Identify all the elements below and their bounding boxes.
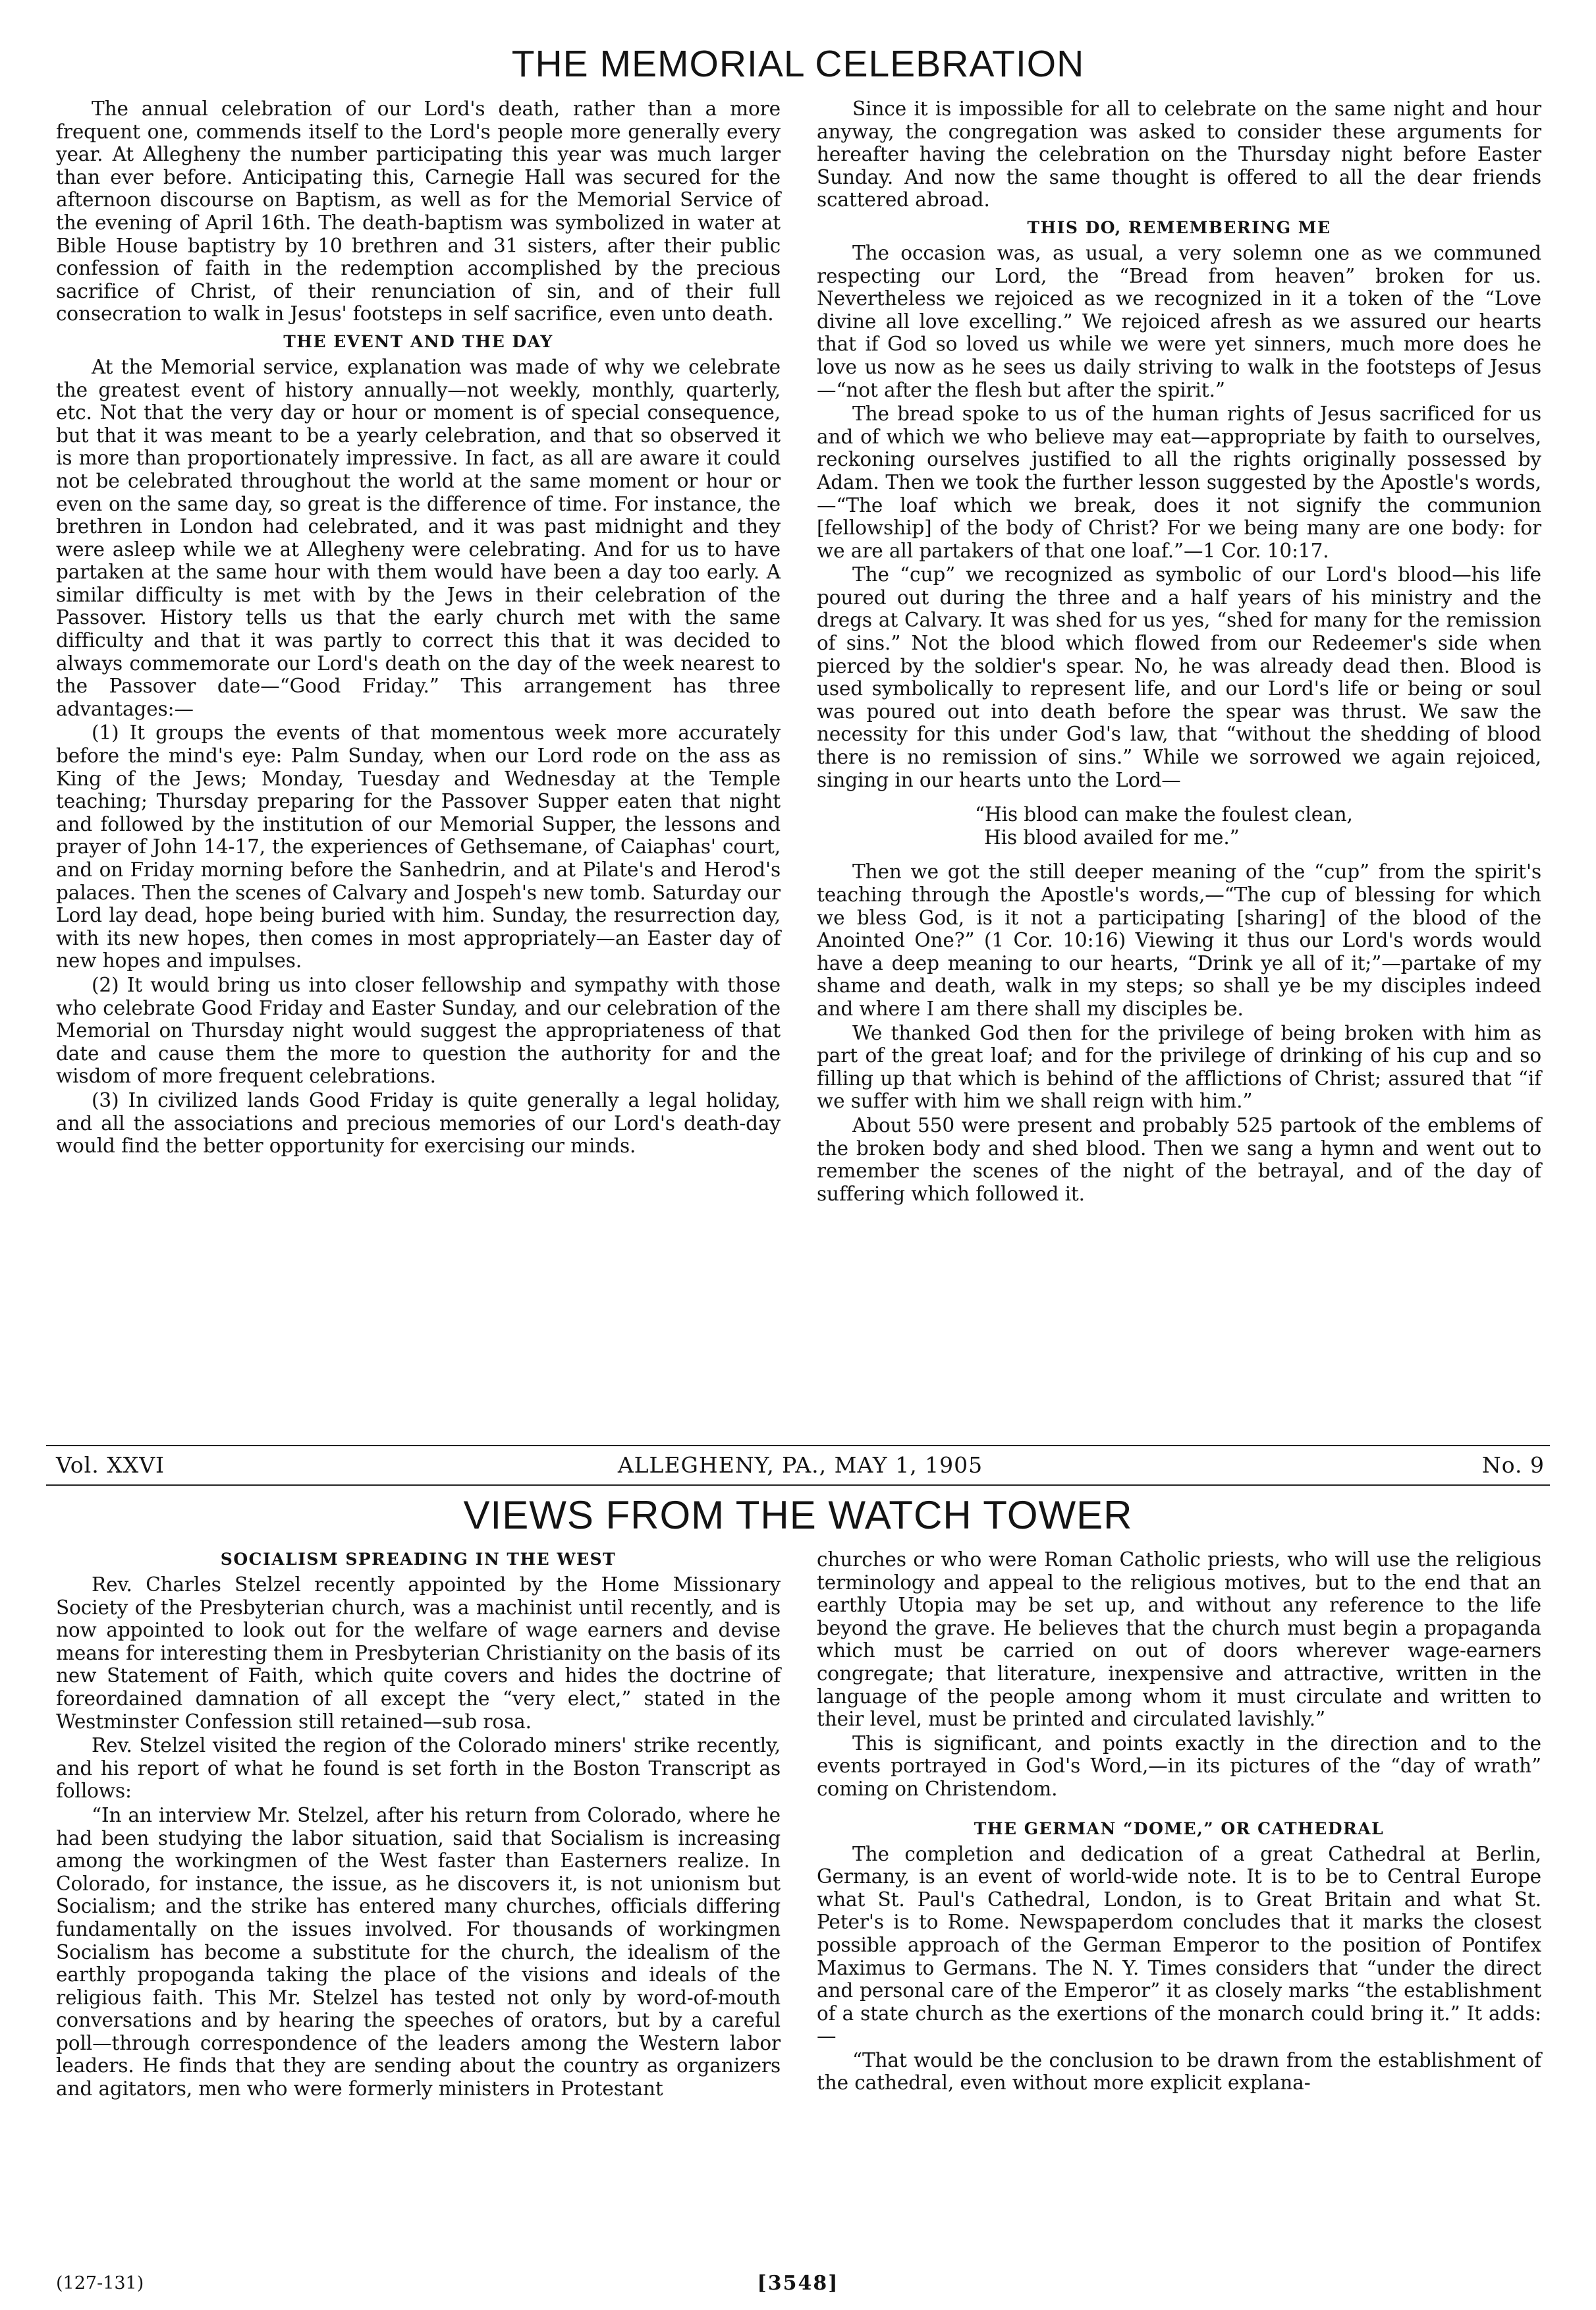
masthead-volume: Vol. XXVI (56, 1452, 165, 1478)
paragraph: (1) It groups the events of that momentous week more accurately before the mind's eye: Palm Sunday, when our Lord rode on the ass as King of the Jews; Monday, Tuesday and Wednesday at the Temple teaching; Thursday preparing for the Passover Supper eaten that night and followed by the institution of our Memorial Supper, the lessons and prayer of John 14-17, the experiences of Gethsemane, of Caiaphas' court, and on Friday morning before the Sanhedrin, and at Pilate's and Herod's palaces. Then the scenes of Calvary and Jospeh's new tomb. Saturday our Lord lay dead, hope being buried with him. Sunday, the resurrection day, with its new hopes, then comes in most appropriately—an Easter day of new hopes and impulses. (56, 721, 781, 972)
paragraph: “That would be the conclusion to be drawn from the establishment of the cathedral, even without more explicit explana- (817, 2048, 1541, 2095)
paragraph: At the Memorial service, explanation was made of why we celebrate the greatest event of history annually—not weekly, monthly, quarterly, etc. Not that the very day or hour or moment is of special consequence, but that it was meant to be a yearly celebration, and that so observed it is more than proportionately impressive. In fact, as all are aware it could not be celebrated throughout the world at the same moment or hour or even on the same day, so great is the difference of time. For instance, the brethren in London had celebrated, and it was past midnight and they were asleep while we at Allegheny were celebrating. And for us to have partaken at the same hour with them would have been a day too early. A similar difficulty is met with by the Jews in their celebration of the Passover. History tells us that the early church met with the same difficulty and that it was partly to correct this that it was decided to always commemorate our Lord's death on the day of the week nearest to the Passover date—“Good Friday.” This arrangement has three advantages:— (56, 355, 781, 720)
paragraph: We thanked God then for the privilege of being broken with him as part of the great loaf; and for the privilege of drinking of his cup and so filling up that which is behind of the afflictions of Christ; assured that “if we suffer with him we shall reign with him.” (817, 1021, 1541, 1113)
paragraph: The occasion was, as usual, a very solemn one as we communed respecting our Lord, the “Bread from heaven” broken for us. Nevertheless we rejoiced as we recognized in it a token of the “Love divine all love excelling.” We rejoiced afresh as we assured our hearts that if God so loved us while we were yet sinners, much more does he love us now as he sees us daily striving to walk in the footsteps of Jesus—“not after the flesh but after the spirit.” (817, 241, 1541, 401)
section-heading: SOCIALISM SPREADING IN THE WEST (220, 1550, 617, 1569)
views-title: VIEWS FROM THE WATCH TOWER (463, 1493, 1133, 1537)
masthead-number: No. 9 (1481, 1452, 1545, 1478)
paragraph: churches or who were Roman Catholic priests, who will use the religious terminology and appeal to the religious motives, but to the end that an earthly Utopia may be set up, and without any reference to the life beyond the grave. He believes that the church must begin a propaganda which must be carried on out of doors wherever wage-earners congregate; that literature, inexpensive and attractive, written in the language of the people among whom it must circulate and written to their level, must be printed and circulated lavishly.” (817, 1548, 1541, 1731)
paragraph: Since it is impossible for all to celebrate on the same night and hour anyway, the congregation was asked to consider these arguments for hereafter having the celebration on the Thursday night before Easter Sunday. And now the same thought is offered to all the dear friends scattered abroad. (817, 98, 1541, 211)
memorial-column-right (817, 98, 1541, 1206)
masthead-rule-bottom (46, 1484, 1550, 1486)
paragraph: “In an interview Mr. Stelzel, after his return from Colorado, where he had been studying the labor situation, said that Socialism is increasing among the workingmen of the West faster than Easterners realize. In Colorado, for instance, the issue, as he discovers it, is not unionism but Socialism; and the strike has entered many churches, officials differing fundamentally on the issues involved. For thousands of workingmen Socialism has become a substitute for the church, the idealism of the earthly propoganda taking the place of the visions and ideals of the religious faith. This Mr. Stelzel has tested not only by word-of-mouth conversations and by hearing the speeches of orators, but by a careful poll—through correspondence of the leaders among the Western labor leaders. He finds that they are sending about the country as organizers and agitators, men who were formerly ministers in Protestant (56, 1803, 781, 2100)
views-column-left (56, 1543, 781, 2102)
hymn-quote (975, 803, 1541, 849)
hymn-line: “His blood can make the foulest clean, (975, 803, 1353, 826)
masthead (56, 1448, 1545, 1483)
section-heading: THE EVENT AND THE DAY (283, 331, 553, 351)
paragraph: The bread spoke to us of the human rights of Jesus sacrificed for us and of which we who believe may eat—appropriate by faith to ourselves, reckoning ourselves justified to all the rights originally possessed by Adam. Then we took the further lesson suggested by the Apostle's words,—“The loaf which we break, does it not signify the communion [fellowship] of the body of Christ? For we being many are one body: for we are all partakers of that one loaf.”—1 Cor. 10:17. (817, 403, 1541, 562)
memorial-column-left (56, 98, 781, 1159)
paragraph: (3) In civilized lands Good Friday is quite generally a legal holiday, and all the associations and precious memories of our Lord's death-day would find the better opportunity for exercising our minds. (56, 1088, 781, 1158)
paragraph: (2) It would bring us into closer fellowship and sympathy with those who celebrate Good Friday and Easter Sunday, and our celebration of the Memorial on Thursday night would suggest the appropriateness of that date and cause them the more to question the authority for and the wisdom of more frequent celebrations. (56, 973, 781, 1088)
hymn-line: His blood availed for me.” (984, 826, 1240, 849)
paragraph: Rev. Charles Stelzel recently appointed by the Home Missionary Society of the Presbyterian church, was a machinist until recently, and is now appointed to look out for the welfare of wage earners and devise means for interesting them in Presbyterian Christianity on the basis of its new Statement of Faith, which quite covers and hides the doctrine of foreordained damnation of all except the “very elect,” stated in the Westminster Confession still retained—sub rosa. (56, 1573, 781, 1733)
paragraph: This is significant, and points exactly in the direction and to the events portrayed in God's Word,—in its pictures of the “day of wrath” coming on Christendom. (817, 1732, 1541, 1800)
paragraph: Rev. Stelzel visited the region of the Colorado miners' strike recently, and his report of what he found is set forth in the Boston Transcript as follows: (56, 1734, 781, 1803)
memorial-title: THE MEMORIAL CELEBRATION (511, 43, 1085, 85)
paragraph: The completion and dedication of a great Cathedral at Berlin, Germany, is an event of world-wide note. It is to be to Central Europe what St. Paul's Cathedral, London, is to Great Britain and what St. Peter's is to Rome. Newspaperdom concludes that it marks the closest possible approach of the German Emperor to the position of Pontifex Maximus to Germans. The N. Y. Times considers that “under the direct and personal care of the Emperor” it as closely marks “the establishment of a state church as the exertions of the monarch could bring it.” It adds:— (817, 1842, 1541, 2048)
section-heading: THIS DO, REMEMBERING ME (1027, 217, 1331, 237)
views-column-right (817, 1548, 1541, 2096)
masthead-place-date: ALLEGHENY, PA., MAY 1, 1905 (617, 1452, 983, 1478)
paragraph: About 550 were present and probably 525 partook of the emblems of the broken body and shed blood. Then we sang a hymn and went out to remember the scenes of the night of the betrayal, and of the day of suffering which followed it. (817, 1113, 1541, 1205)
footer-page-range: (127-131) (56, 2273, 144, 2294)
paragraph: The annual celebration of our Lord's death, rather than a more frequent one, commends itself to the Lord's people more generally every year. At Allegheny the number participating this year was much larger than ever before. Anticipating this, Carnegie Hall was secured for the afternoon discourse on Baptism, as well as for the Memorial Service of the evening of April 16th. The death-baptism was symbolized in water at Bible House baptistry by 10 brethren and 31 sisters, after their public confession of faith in the redemption accomplished by the precious sacrifice of Christ, of their renunciation of sin, and of their full consecration to walk in Jesus' footsteps in self sacrifice, even unto death. (56, 98, 781, 325)
masthead-rule-top (46, 1445, 1550, 1446)
paragraph: Then we got the still deeper meaning of the “cup” from the spirit's teaching through the Apostle's words,—“The cup of blessing for which we bless God, is it not a participating [sharing] of the blood of the Anointed One?” (1 Cor. 10:16) Viewing it thus our Lord's words would have a deep meaning to our hearts, “Drink ye all of it;”—partake of my shame and death, walk in my steps; so shall ye be my disciples indeed and where I am there shall my disciples be. (817, 860, 1541, 1020)
section-heading: THE GERMAN “DOME,” OR CATHEDRAL (974, 1818, 1385, 1838)
paragraph: The “cup” we recognized as symbolic of our Lord's blood—his life poured out during the three and a half years of his ministry and the dregs at Calvary. It was shed for us yes, “shed for many for the remission of sins.” Not the blood which flowed from our Redeemer's side when pierced by the soldier's spear. No, he was already dead then. Blood is used symbolically to represent life, and our Lord's life or being or soul was poured out into death before the spear was thrust. We saw the necessity for this under God's law, that “without the shedding of blood there is no remission of sins.” While we sorrowed we again rejoiced, singing in our hearts unto the Lord— (817, 563, 1541, 791)
footer-page-number: [3548] (757, 2272, 839, 2295)
